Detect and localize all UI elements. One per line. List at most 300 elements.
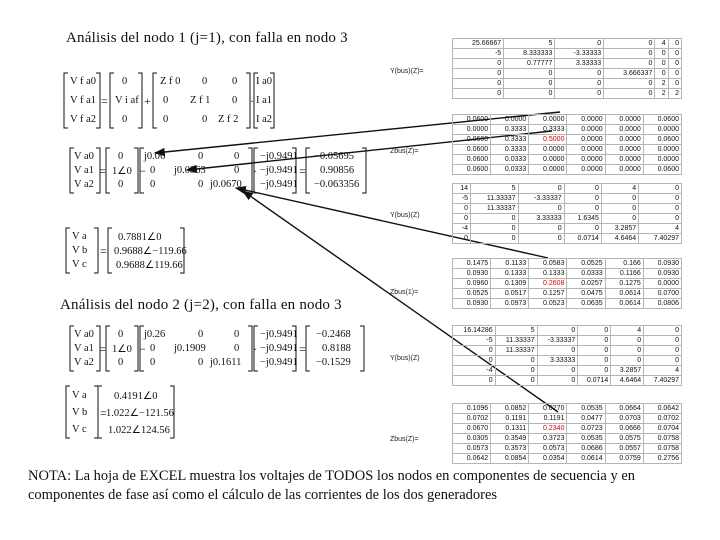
lhs-cell: V c bbox=[72, 259, 87, 270]
sheet-row bbox=[453, 454, 682, 464]
sheet-cell: 0.3573 bbox=[491, 444, 529, 454]
rhs-cell: I a1 bbox=[256, 95, 273, 106]
sheet-cell: 0 bbox=[495, 356, 537, 366]
sheet-cell: 0 bbox=[639, 194, 682, 204]
sheet-cell: 0.0000 bbox=[567, 145, 605, 155]
sheet-cell: 4.6464 bbox=[611, 376, 644, 386]
m3-cell: −j0.9491 bbox=[260, 165, 298, 176]
sheet-cell: 0 bbox=[668, 49, 681, 59]
sheet-cell: 0 bbox=[453, 79, 504, 89]
sheet-cell: 0.0000 bbox=[567, 165, 605, 175]
m2-cell: 0 bbox=[150, 179, 156, 190]
sheet-zbus1 bbox=[452, 114, 682, 175]
m2-cell: j0.1611 bbox=[210, 357, 242, 368]
sheet-cell: 0.0000 bbox=[567, 115, 605, 125]
sheet-cell: -5 bbox=[453, 336, 496, 346]
sheet-cell: 0.0000 bbox=[605, 155, 643, 165]
sheet-cell: 5 bbox=[504, 39, 555, 49]
sheet-cell: 0.0257 bbox=[567, 279, 605, 289]
sheet-cell: 3.2857 bbox=[611, 366, 644, 376]
sheet-cell: 0.0714 bbox=[578, 376, 611, 386]
sheet-row bbox=[453, 214, 682, 224]
sheet-cell: 0 bbox=[604, 89, 655, 99]
sheet-cell: 0.0852 bbox=[491, 404, 529, 414]
lhs-cell: V a bbox=[72, 390, 87, 401]
sheet-cell: 0 bbox=[668, 79, 681, 89]
sheet-cell: 0 bbox=[453, 356, 496, 366]
sheet-cell: 4 bbox=[644, 366, 682, 376]
sheet-row bbox=[453, 165, 682, 175]
sheet-cell: 0.0000 bbox=[491, 115, 529, 125]
sheet-cell: 0 bbox=[453, 59, 504, 69]
sheet-cell: 0.0930 bbox=[453, 299, 491, 309]
sheet-cell: 0.0600 bbox=[453, 135, 491, 145]
sheet-cell: 0 bbox=[639, 204, 682, 214]
sheet-cell: 0 bbox=[668, 39, 681, 49]
sheet-cell: 0 bbox=[555, 89, 604, 99]
svg-text:·: · bbox=[253, 342, 257, 356]
m1-cell: 1∠0 bbox=[112, 344, 132, 355]
sheet-cell: 0.0000 bbox=[453, 125, 491, 135]
sheet-cell: 0.0806 bbox=[643, 299, 681, 309]
sheet-cell: 7.40297 bbox=[639, 234, 682, 244]
sheet-cell: -5 bbox=[453, 194, 471, 204]
lhs-cell: V b bbox=[72, 245, 88, 256]
sheet-cell: 0 bbox=[453, 346, 496, 356]
m1-cell: 1∠0 bbox=[112, 166, 132, 177]
sheet-cell: 0 bbox=[453, 234, 471, 244]
svg-text:+: + bbox=[144, 94, 151, 108]
sheet-cell: 0 bbox=[639, 184, 682, 194]
sheet-row bbox=[453, 299, 682, 309]
sheet-label: Zbus(Z)= bbox=[390, 436, 419, 443]
sheet-row bbox=[453, 135, 682, 145]
sheet-cell: 0.1096 bbox=[453, 404, 491, 414]
sheet-cell: -5 bbox=[453, 49, 504, 59]
sheet-row bbox=[453, 234, 682, 244]
sheet-cell: 0 bbox=[655, 69, 668, 79]
sheet-cell: 0 bbox=[578, 346, 611, 356]
sheet-cell: 0 bbox=[668, 59, 681, 69]
sheet-cell: 0.0333 bbox=[567, 269, 605, 279]
sheet-cell: 0.0614 bbox=[567, 454, 605, 464]
sheet-cell: 0 bbox=[644, 346, 682, 356]
sheet-cell: 3.33333 bbox=[555, 59, 604, 69]
sheet-cell: 0.0000 bbox=[529, 155, 567, 165]
m2-cell: 0 bbox=[234, 343, 240, 354]
result-cell: 0.9688∠119.66 bbox=[116, 260, 183, 271]
sheet-ybus3 bbox=[452, 325, 682, 386]
sheet-cell: 0.0000 bbox=[529, 115, 567, 125]
sheet-cell: 0.0703 bbox=[605, 414, 643, 424]
sheet-ybus2 bbox=[452, 183, 682, 244]
sheet-cell: 4 bbox=[655, 39, 668, 49]
sheet-cell: 0.0000 bbox=[529, 165, 567, 175]
sheet-cell: 11.33337 bbox=[495, 346, 537, 356]
sheet-cell: 3.666337 bbox=[604, 69, 655, 79]
footnote: NOTA: La hoja de EXCEL muestra los voltajes de TODOS los nodos en componentes de secuencia y en componentes de fase así como el cálculo de las corrientes de los dos generadores bbox=[28, 468, 636, 503]
m1-cell: 0 bbox=[118, 357, 124, 368]
sheet-cell: -4 bbox=[453, 366, 496, 376]
sheet-cell: 0 bbox=[639, 214, 682, 224]
sheet-cell: 0.0666 bbox=[605, 424, 643, 434]
sheet-cell: 0 bbox=[604, 59, 655, 69]
sheet-cell: 0.0960 bbox=[453, 279, 491, 289]
sheet-row bbox=[453, 115, 682, 125]
sheet-row bbox=[453, 366, 682, 376]
m1-cell: V i af bbox=[115, 95, 139, 106]
m2-cell: 0 bbox=[202, 114, 208, 125]
sheet-cell: 0.0635 bbox=[567, 299, 605, 309]
sheet-cell: 0 bbox=[518, 234, 564, 244]
sheet-cell: 0 bbox=[537, 366, 578, 376]
sheet-row bbox=[453, 49, 682, 59]
m2-cell: 0 bbox=[150, 165, 156, 176]
sheet-cell: 0 bbox=[578, 366, 611, 376]
svg-text:=: = bbox=[299, 164, 306, 178]
sheet-ybus1 bbox=[452, 38, 682, 99]
sheet-label: Zbus(Z)= bbox=[390, 148, 419, 155]
sheet-cell: 0.0930 bbox=[453, 269, 491, 279]
svg-text:−: − bbox=[139, 164, 146, 178]
m2-cell: 0 bbox=[234, 329, 240, 340]
lhs-cell: V a0 bbox=[74, 329, 94, 340]
sheet-cell: 0 bbox=[471, 234, 519, 244]
sheet-cell: 0 bbox=[601, 214, 638, 224]
sheet-cell: 0 bbox=[601, 194, 638, 204]
sheet-label: Y(bus)(Z) bbox=[390, 212, 420, 219]
m2-cell: 0 bbox=[163, 95, 169, 106]
sheet-cell: 0.3333 bbox=[491, 125, 529, 135]
sheet-cell: 0.0000 bbox=[605, 165, 643, 175]
sheet-cell: 0.0583 bbox=[529, 259, 567, 269]
lhs-cell: V a2 bbox=[74, 357, 94, 368]
result-cell: −0.2468 bbox=[316, 329, 351, 340]
m1-cell: 0 bbox=[118, 151, 124, 162]
sheet-cell: 0 bbox=[453, 69, 504, 79]
sheet-cell: 0.1309 bbox=[491, 279, 529, 289]
sheet-cell: 0.0333 bbox=[491, 155, 529, 165]
sheet-cell: 0 bbox=[471, 224, 519, 234]
sheet-cell: 0.0000 bbox=[643, 279, 681, 289]
result-cell: 0.7881∠0 bbox=[118, 232, 162, 243]
lhs-cell: V c bbox=[72, 424, 87, 435]
sheet-label: Y(bus)(Z)= bbox=[390, 68, 424, 75]
sheet-cell: 0.0973 bbox=[491, 299, 529, 309]
lhs-cell: V a1 bbox=[74, 343, 94, 354]
sheet-cell: 0.0000 bbox=[567, 135, 605, 145]
sheet-cell: 0.3333 bbox=[529, 125, 567, 135]
sheet-cell: 0.2608 bbox=[529, 279, 567, 289]
sheet-cell: 0 bbox=[495, 366, 537, 376]
result-cell: 0.8188 bbox=[322, 343, 351, 354]
sheet-cell: 0.0000 bbox=[567, 125, 605, 135]
m2-cell: 0 bbox=[198, 151, 204, 162]
sheet-row bbox=[453, 414, 682, 424]
sheet-cell: 0.2340 bbox=[529, 424, 567, 434]
m2-cell: j0.0670 bbox=[210, 179, 242, 190]
sheet-cell: 0 bbox=[453, 204, 471, 214]
svg-text:−: − bbox=[139, 342, 146, 356]
sheet-cell: 0.0000 bbox=[643, 145, 681, 155]
sheet-row bbox=[453, 89, 682, 99]
sheet-cell: 11.33337 bbox=[495, 336, 537, 346]
sheet-cell: 0 bbox=[555, 39, 604, 49]
sheet-cell: 0.0600 bbox=[453, 155, 491, 165]
sheet-cell: 16.14286 bbox=[453, 326, 496, 336]
sheet-cell: 0.2756 bbox=[643, 454, 681, 464]
sheet-row bbox=[453, 155, 682, 165]
sheet-cell: 0.0930 bbox=[643, 269, 681, 279]
sheet-cell: 0.0000 bbox=[605, 135, 643, 145]
sheet-cell: 0.0535 bbox=[567, 434, 605, 444]
sheet-cell: 0.0354 bbox=[529, 454, 567, 464]
sheet-cell: 0 bbox=[504, 69, 555, 79]
sheet-cell: 0.1275 bbox=[605, 279, 643, 289]
m2-cell: j0.26 bbox=[144, 329, 166, 340]
m1-cell: 0 bbox=[118, 329, 124, 340]
sheet-cell: 0.0702 bbox=[643, 414, 681, 424]
sheet-cell: 0 bbox=[611, 346, 644, 356]
sheet-cell: 0.0600 bbox=[643, 165, 681, 175]
m2-cell: Z f 1 bbox=[190, 95, 211, 106]
sheet-cell: 0 bbox=[564, 194, 601, 204]
sheet-cell: 0.77777 bbox=[504, 59, 555, 69]
sheet-cell: 0.1191 bbox=[491, 414, 529, 424]
sheet-cell: 0.0600 bbox=[453, 145, 491, 155]
svg-text:=: = bbox=[99, 342, 106, 356]
sheet-row bbox=[453, 326, 682, 336]
sheet-cell: 0.0270 bbox=[529, 404, 567, 414]
sheet-cell: 0.0854 bbox=[491, 454, 529, 464]
m2-cell: j0.0963 bbox=[174, 165, 206, 176]
m3-cell: −j0.9491 bbox=[260, 179, 298, 190]
sheet-cell: 0 bbox=[495, 376, 537, 386]
sheet-cell: 0.1257 bbox=[529, 289, 567, 299]
sheet-cell: 0 bbox=[504, 89, 555, 99]
m3-cell: −j0.9491 bbox=[260, 343, 298, 354]
svg-text:=: = bbox=[99, 164, 106, 178]
m2-cell: 0 bbox=[150, 357, 156, 368]
m2-cell: Z f 2 bbox=[218, 114, 239, 125]
sheet-cell: 0.0600 bbox=[453, 165, 491, 175]
sheet-cell: 2 bbox=[655, 79, 668, 89]
sheet-cell: 0.0000 bbox=[605, 115, 643, 125]
sheet-row bbox=[453, 444, 682, 454]
m3-cell: −j0.9491 bbox=[260, 329, 298, 340]
m2-cell: 0 bbox=[202, 76, 208, 87]
sheet-cell: 0 bbox=[555, 79, 604, 89]
sheet-cell: 11.33337 bbox=[471, 194, 519, 204]
sheet-cell: -3.33337 bbox=[518, 194, 564, 204]
sheet-cell: 0.0523 bbox=[529, 299, 567, 309]
sheet-cell: 2 bbox=[655, 89, 668, 99]
sheet-cell: 0.3723 bbox=[529, 434, 567, 444]
sheet-cell: 0 bbox=[453, 89, 504, 99]
sheet-cell: 0 bbox=[555, 69, 604, 79]
sheet-cell: 0.0575 bbox=[605, 434, 643, 444]
sheet-label: Zbus(1)= bbox=[390, 289, 419, 296]
sheet-cell: 4 bbox=[601, 184, 638, 194]
sheet-cell: 0 bbox=[504, 79, 555, 89]
sheet-row bbox=[453, 259, 682, 269]
sheet-cell: 0.0758 bbox=[643, 434, 681, 444]
sheet-cell: 3.2857 bbox=[601, 224, 638, 234]
result-cell: −0.1529 bbox=[316, 357, 351, 368]
sheet-row bbox=[453, 356, 682, 366]
sheet-label: Y(bus)(Z) bbox=[390, 355, 420, 362]
svg-text:·: · bbox=[250, 94, 254, 108]
sheet-cell: 0 bbox=[604, 49, 655, 59]
sheet-row bbox=[453, 336, 682, 346]
sheet-cell: 0.0759 bbox=[605, 454, 643, 464]
sheet-cell: 0.1166 bbox=[605, 269, 643, 279]
sheet-row bbox=[453, 69, 682, 79]
sheet-cell: 0.0557 bbox=[605, 444, 643, 454]
sheet-cell: 0.0517 bbox=[491, 289, 529, 299]
sheet-cell: 0.1191 bbox=[529, 414, 567, 424]
sheet-cell: 0 bbox=[644, 336, 682, 346]
sheet-cell: 0 bbox=[601, 204, 638, 214]
sheet-cell: 0.0333 bbox=[491, 165, 529, 175]
sheet-cell: 0.0573 bbox=[453, 444, 491, 454]
sheet-cell: 0.3333 bbox=[491, 145, 529, 155]
rhs-cell: I a0 bbox=[256, 76, 273, 87]
sheet-cell: 0.1133 bbox=[491, 259, 529, 269]
sheet-cell: 25.66667 bbox=[453, 39, 504, 49]
sheet-row bbox=[453, 279, 682, 289]
sheet-row bbox=[453, 434, 682, 444]
sheet-cell: 0.0600 bbox=[453, 115, 491, 125]
sheet-cell: 0 bbox=[471, 214, 519, 224]
sheet-cell: 0.166 bbox=[605, 259, 643, 269]
sheet-cell: 0.0704 bbox=[643, 424, 681, 434]
m2-cell: 0 bbox=[198, 179, 204, 190]
svg-text:=: = bbox=[101, 94, 108, 108]
sheet-cell: 0 bbox=[604, 39, 655, 49]
sheet-cell: 0.1333 bbox=[529, 269, 567, 279]
sheet-cell: 0.0614 bbox=[605, 299, 643, 309]
sheet-cell: 0 bbox=[611, 356, 644, 366]
result-cell: 0.90856 bbox=[320, 165, 355, 176]
svg-text:=: = bbox=[299, 342, 306, 356]
sheet-cell: 0 bbox=[668, 69, 681, 79]
m2-cell: 0 bbox=[234, 165, 240, 176]
m2-cell: 0 bbox=[232, 95, 238, 106]
sheet-cell: 0 bbox=[453, 214, 471, 224]
sheet-cell: 0.1311 bbox=[491, 424, 529, 434]
sheet-cell: 0.3333 bbox=[491, 135, 529, 145]
sheet-cell: 0 bbox=[518, 204, 564, 214]
sheet-cell: 3.33333 bbox=[518, 214, 564, 224]
sheet-cell: 0.0700 bbox=[643, 289, 681, 299]
sheet-row bbox=[453, 289, 682, 299]
sheet-cell: 3.33333 bbox=[537, 356, 578, 366]
sheet-cell: 7.40297 bbox=[644, 376, 682, 386]
sheet-row bbox=[453, 424, 682, 434]
sheet-zbus3 bbox=[452, 403, 682, 464]
m2-cell: 0 bbox=[234, 151, 240, 162]
sheet-cell: 0.0000 bbox=[567, 155, 605, 165]
sheet-cell: 0 bbox=[537, 376, 578, 386]
result-cell: −0.05695 bbox=[314, 151, 355, 162]
m2-cell: j0.1909 bbox=[174, 343, 206, 354]
sheet-cell: -4 bbox=[453, 224, 471, 234]
sheet-cell: 0.1475 bbox=[453, 259, 491, 269]
sheet-row bbox=[453, 39, 682, 49]
m2-cell: 0 bbox=[198, 329, 204, 340]
lhs-cell: V b bbox=[72, 407, 88, 418]
sheet-cell: 0 bbox=[578, 326, 611, 336]
sheet-cell: 0 bbox=[518, 224, 564, 234]
sheet-cell: 0 bbox=[644, 326, 682, 336]
sheet-cell: 4 bbox=[611, 326, 644, 336]
svg-text:·: · bbox=[253, 164, 257, 178]
sheet-cell: 0 bbox=[655, 59, 668, 69]
m2-cell: j0.06 bbox=[144, 151, 166, 162]
sheet-cell: -3.33337 bbox=[537, 336, 578, 346]
m1-cell: 0 bbox=[118, 179, 124, 190]
sheet-row bbox=[453, 269, 682, 279]
sheet-cell: 0.0573 bbox=[529, 444, 567, 454]
sheet-cell: 0.0535 bbox=[567, 404, 605, 414]
sheet-cell: 0 bbox=[518, 184, 564, 194]
sheet-cell: 0.0642 bbox=[643, 404, 681, 414]
m3-cell: −j0.9491 bbox=[260, 151, 298, 162]
sheet-cell: 5 bbox=[495, 326, 537, 336]
sheet-cell: 0.0000 bbox=[643, 125, 681, 135]
sheet-cell: 0.0642 bbox=[453, 454, 491, 464]
m2-cell: 0 bbox=[198, 357, 204, 368]
sheet-row bbox=[453, 125, 682, 135]
sheet-cell: 0.0000 bbox=[605, 145, 643, 155]
sheet-cell: 0.0714 bbox=[564, 234, 601, 244]
sheet-cell: 0.0758 bbox=[643, 444, 681, 454]
sheet-cell: 0.0723 bbox=[567, 424, 605, 434]
sheet-cell: 0.0000 bbox=[643, 155, 681, 165]
sheet-cell: 0 bbox=[611, 336, 644, 346]
sheet-cell: 0.0600 bbox=[643, 115, 681, 125]
sheet-cell: 0 bbox=[655, 49, 668, 59]
m2-cell: Z f 0 bbox=[160, 76, 181, 87]
sheet-row bbox=[453, 224, 682, 234]
sheet-cell: 0.3549 bbox=[491, 434, 529, 444]
sheet-cell: 0 bbox=[537, 346, 578, 356]
sheet-cell: 0.5000 bbox=[529, 135, 567, 145]
sheet-cell: 0.0477 bbox=[567, 414, 605, 424]
sheet-cell: 0.0525 bbox=[453, 289, 491, 299]
sheet-row bbox=[453, 346, 682, 356]
rhs-cell: I a2 bbox=[256, 114, 273, 125]
heading-node2: Análisis del nodo 2 (j=2), con falla en nodo 3 bbox=[60, 297, 342, 313]
svg-text:=: = bbox=[100, 406, 107, 420]
sheet-cell: 0.0930 bbox=[643, 259, 681, 269]
lhs-cell: V f a0 bbox=[70, 76, 97, 87]
result-cell: 0.4191∠0 bbox=[114, 391, 158, 402]
sheet-row bbox=[453, 59, 682, 69]
sheet-cell: 0 bbox=[453, 376, 496, 386]
sheet-cell: 14 bbox=[453, 184, 471, 194]
sheet-row bbox=[453, 404, 682, 414]
sheet-cell: 0.0000 bbox=[529, 145, 567, 155]
sheet-row bbox=[453, 194, 682, 204]
sheet-cell: 2 bbox=[668, 89, 681, 99]
result-cell: 1.022∠124.56 bbox=[108, 425, 170, 436]
sheet-cell: 0 bbox=[644, 356, 682, 366]
sheet-zbus2 bbox=[452, 258, 682, 309]
sheet-cell: 0 bbox=[578, 356, 611, 366]
sheet-row bbox=[453, 376, 682, 386]
